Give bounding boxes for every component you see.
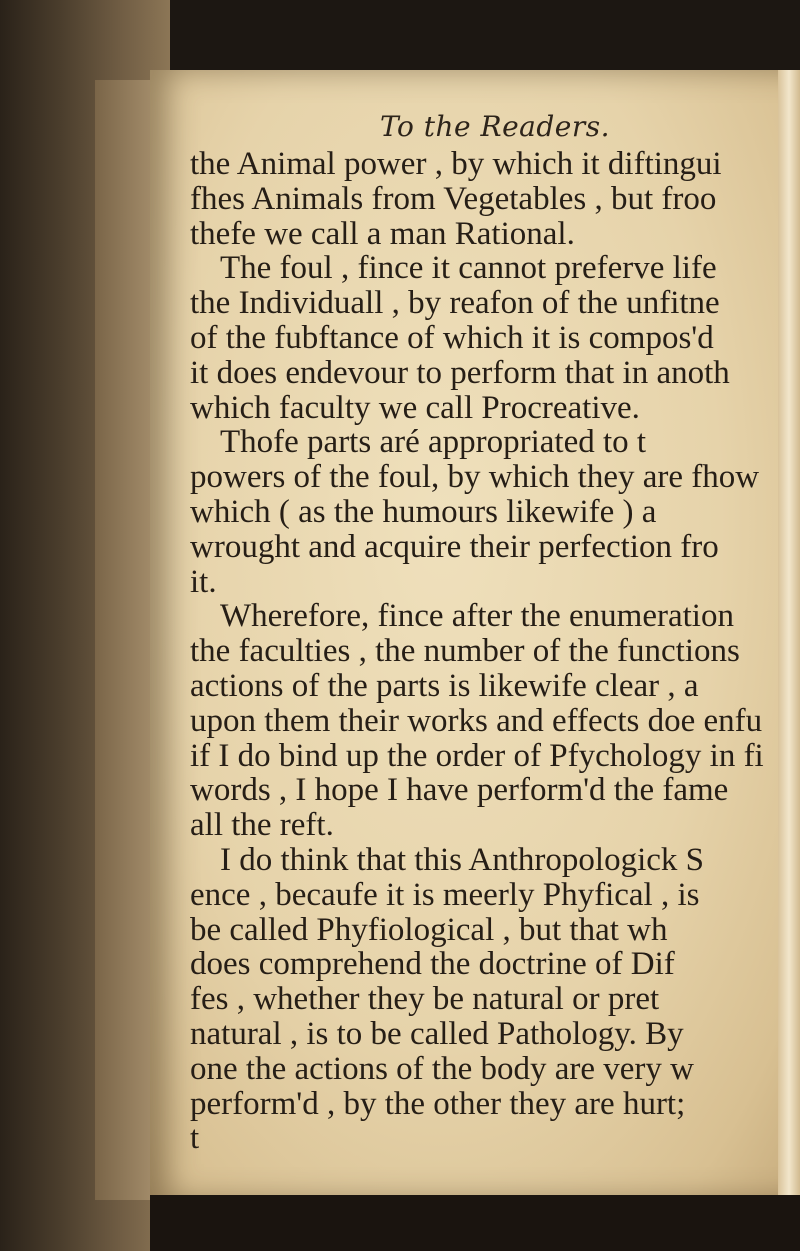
text-line: words , I hope I have perform'd the fame [190,772,729,809]
text-line: it does endevour to perform that in anoth [190,354,730,391]
text-line: fes , whether they be natural or pret [190,981,660,1018]
text-line: Wherefore, fince after the enumeration [220,598,734,635]
text-line: the Animal power , by which it diftingui [190,146,722,182]
text-line: perform'd , by the other they are hurt; [190,1085,686,1122]
text-line: upon them their works and effects doe enfu [190,702,763,739]
text-line: of the fubftance of which it is compos'd [190,319,714,356]
text-line: be called Phyfiological , but that wh [190,911,668,948]
text-line: I do think that this Anthropologick S [220,841,704,878]
text-line: t [190,1120,200,1157]
bottom-shadow [150,1195,800,1251]
text-line: if I do bind up the order of Pfychology in fi [190,737,764,774]
page-text-area [190,110,800,1180]
body-text [190,147,800,1156]
text-line: the faculties , the number of the functions [190,633,740,670]
text-line: which ( as the humours likewife ) a [190,493,657,530]
book-page [150,70,800,1200]
text-line: all the reft. [190,807,334,844]
running-head: To the Readers. [379,110,610,143]
text-line: natural , is to be called Pathology. By [190,1015,684,1052]
next-page-edge [778,70,800,1200]
text-line: actions of the parts is likewife clear , a [190,667,699,704]
text-line: it. [190,563,217,600]
text-line: powers of the foul, by which they are fhow [190,459,760,496]
text-line: wrought and acquire their perfection fro [190,528,719,565]
text-line: fhes Animals from Vegetables , but froo [190,180,717,217]
text-line: the Individuall , by reafon of the unfitne [190,285,720,322]
text-line: thefe we call a man Rational. [190,215,575,252]
text-line: one the actions of the body are very w [190,1050,694,1087]
text-line: The foul , fince it cannot preferve life [220,250,717,287]
text-line: ence , becaufe it is meerly Phyfical , is [190,876,700,913]
text-line: Thofe parts aré appropriated to t [220,424,647,461]
text-line: does comprehend the doctrine of Dif [190,946,675,983]
text-line: which faculty we call Procreative. [190,389,640,426]
